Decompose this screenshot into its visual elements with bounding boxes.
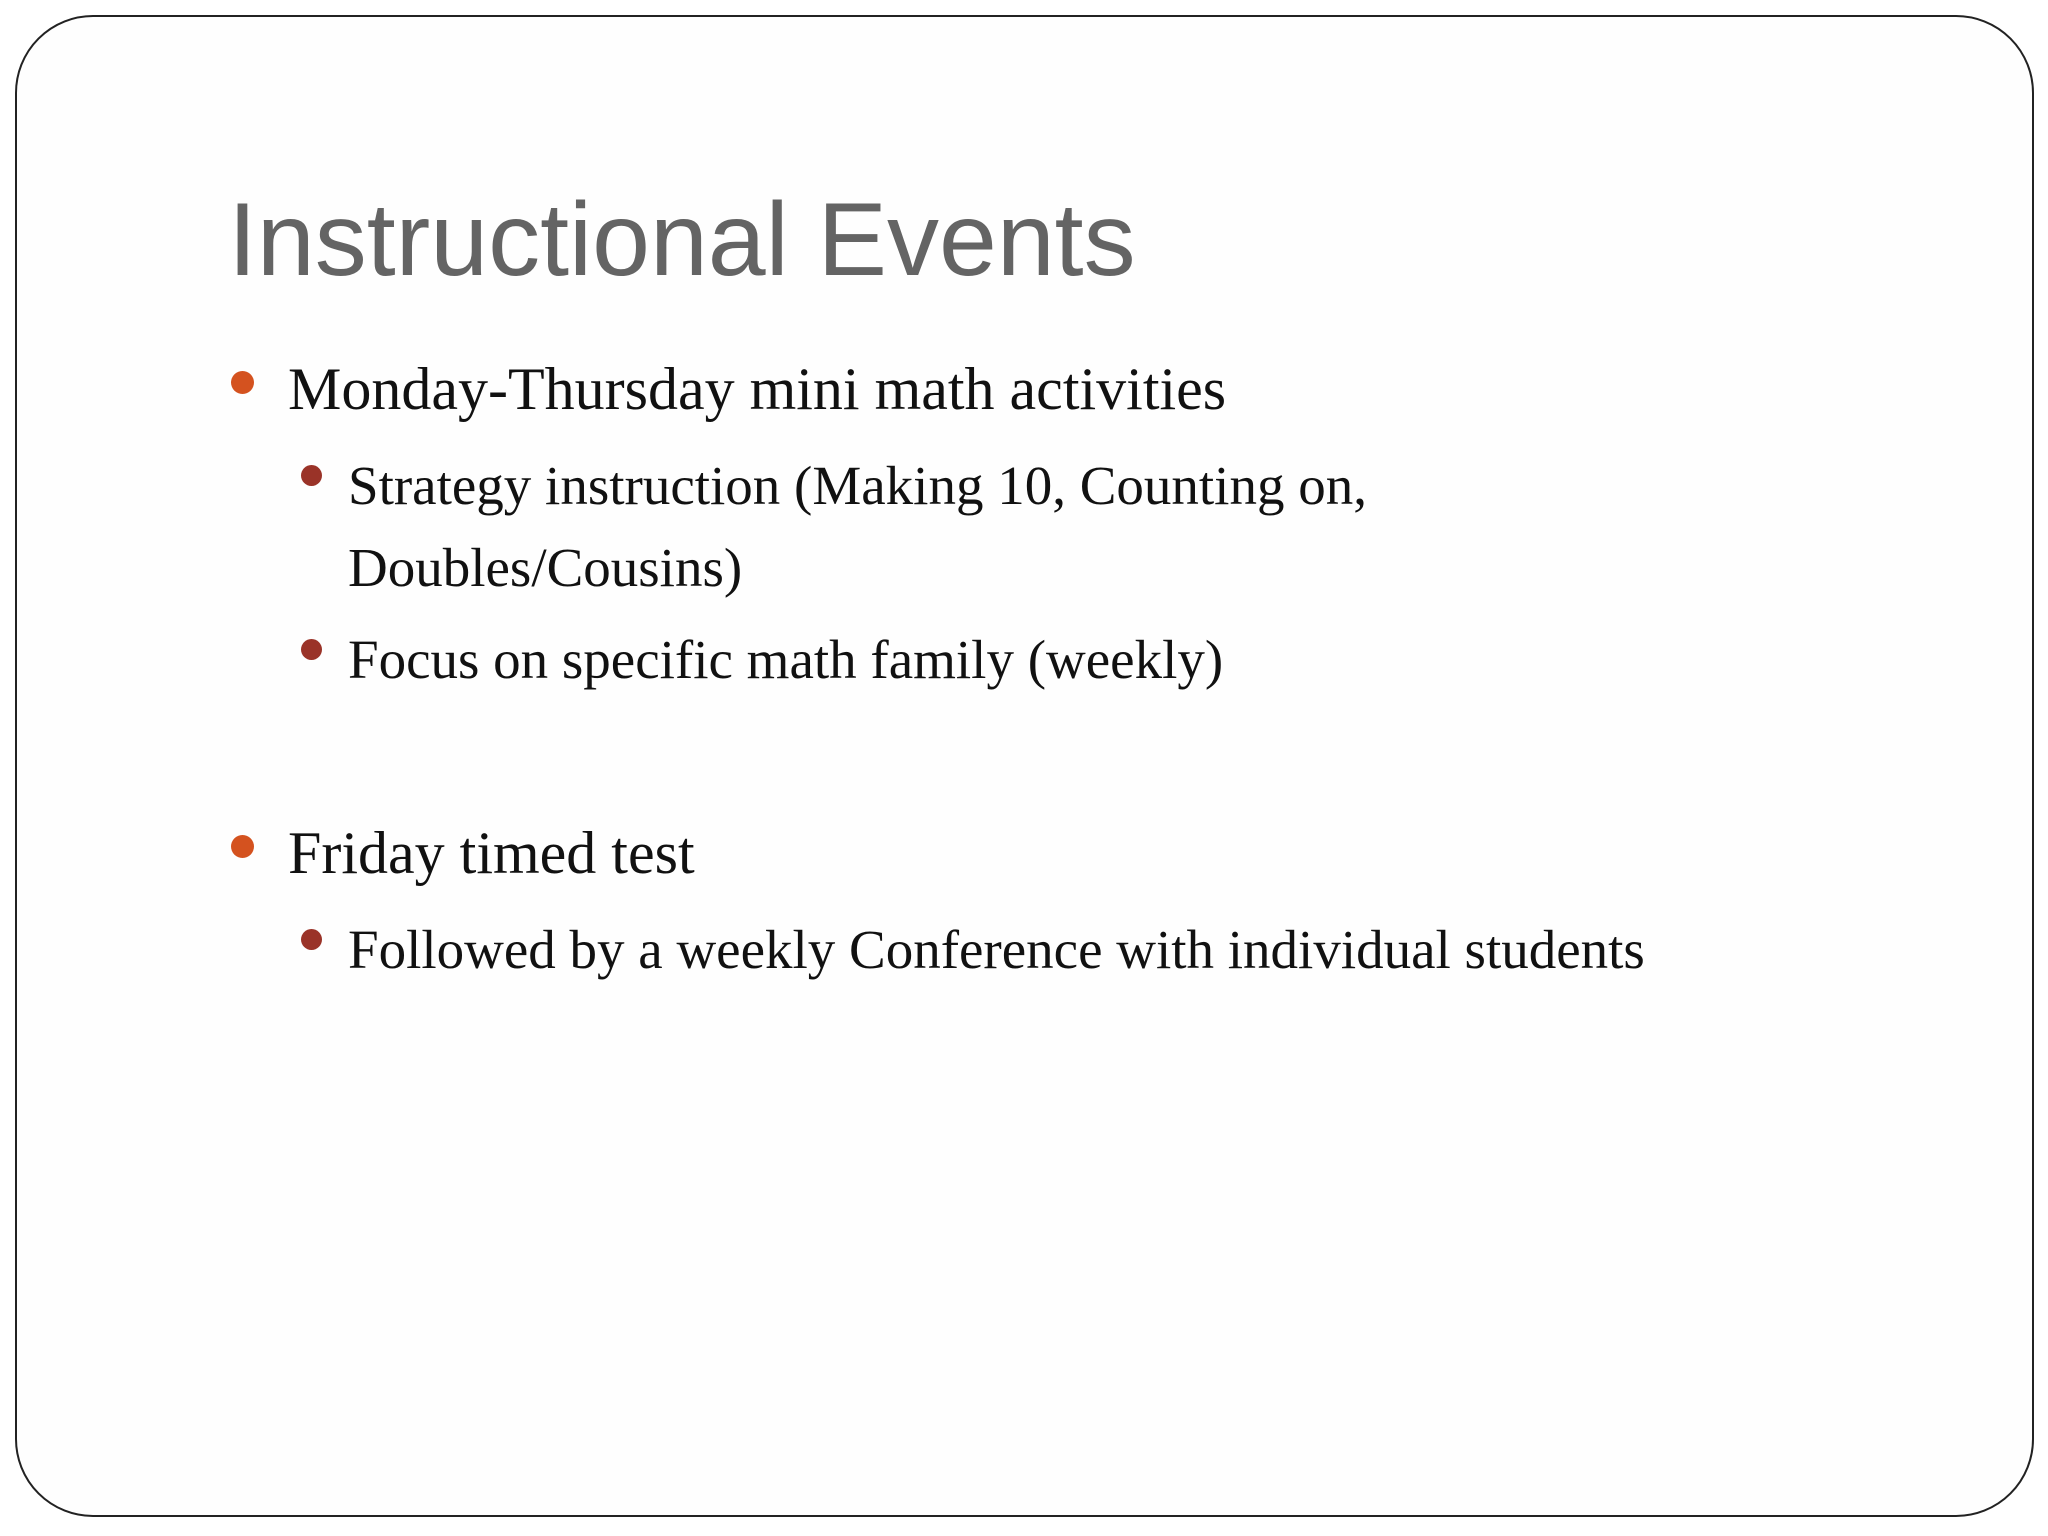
sub-bullet-text-line1: Strategy instruction (Making 10, Counting on, [348, 455, 1367, 516]
sub-bullet-item-weekly-conference [348, 909, 1645, 991]
sub-bullet-dot-icon [301, 465, 322, 486]
bullet-item-friday-timed-test [288, 813, 695, 893]
sub-bullet-item-focus-math-family [348, 619, 1223, 701]
sub-bullet-text-line2: Doubles/Cousins) [348, 537, 743, 598]
bullet-item-monday-thursday [288, 349, 1226, 429]
bullet-text: Monday-Thursday mini math activities [288, 356, 1227, 422]
bullet-dot-icon [231, 835, 254, 858]
sub-bullet-item-strategy-instruction [348, 445, 1367, 527]
bullet-text: Friday timed test [288, 820, 695, 886]
bullet-dot-icon [231, 371, 254, 394]
sub-bullet-text: Followed by a weekly Conference with individual students [348, 919, 1645, 980]
sub-bullet-item-strategy-instruction-continued [348, 527, 742, 609]
sub-bullet-dot-icon [301, 929, 322, 950]
sub-bullet-dot-icon [301, 639, 322, 660]
slide-title: Instructional Events [228, 182, 1136, 298]
sub-bullet-text: Focus on specific math family (weekly) [348, 629, 1224, 690]
